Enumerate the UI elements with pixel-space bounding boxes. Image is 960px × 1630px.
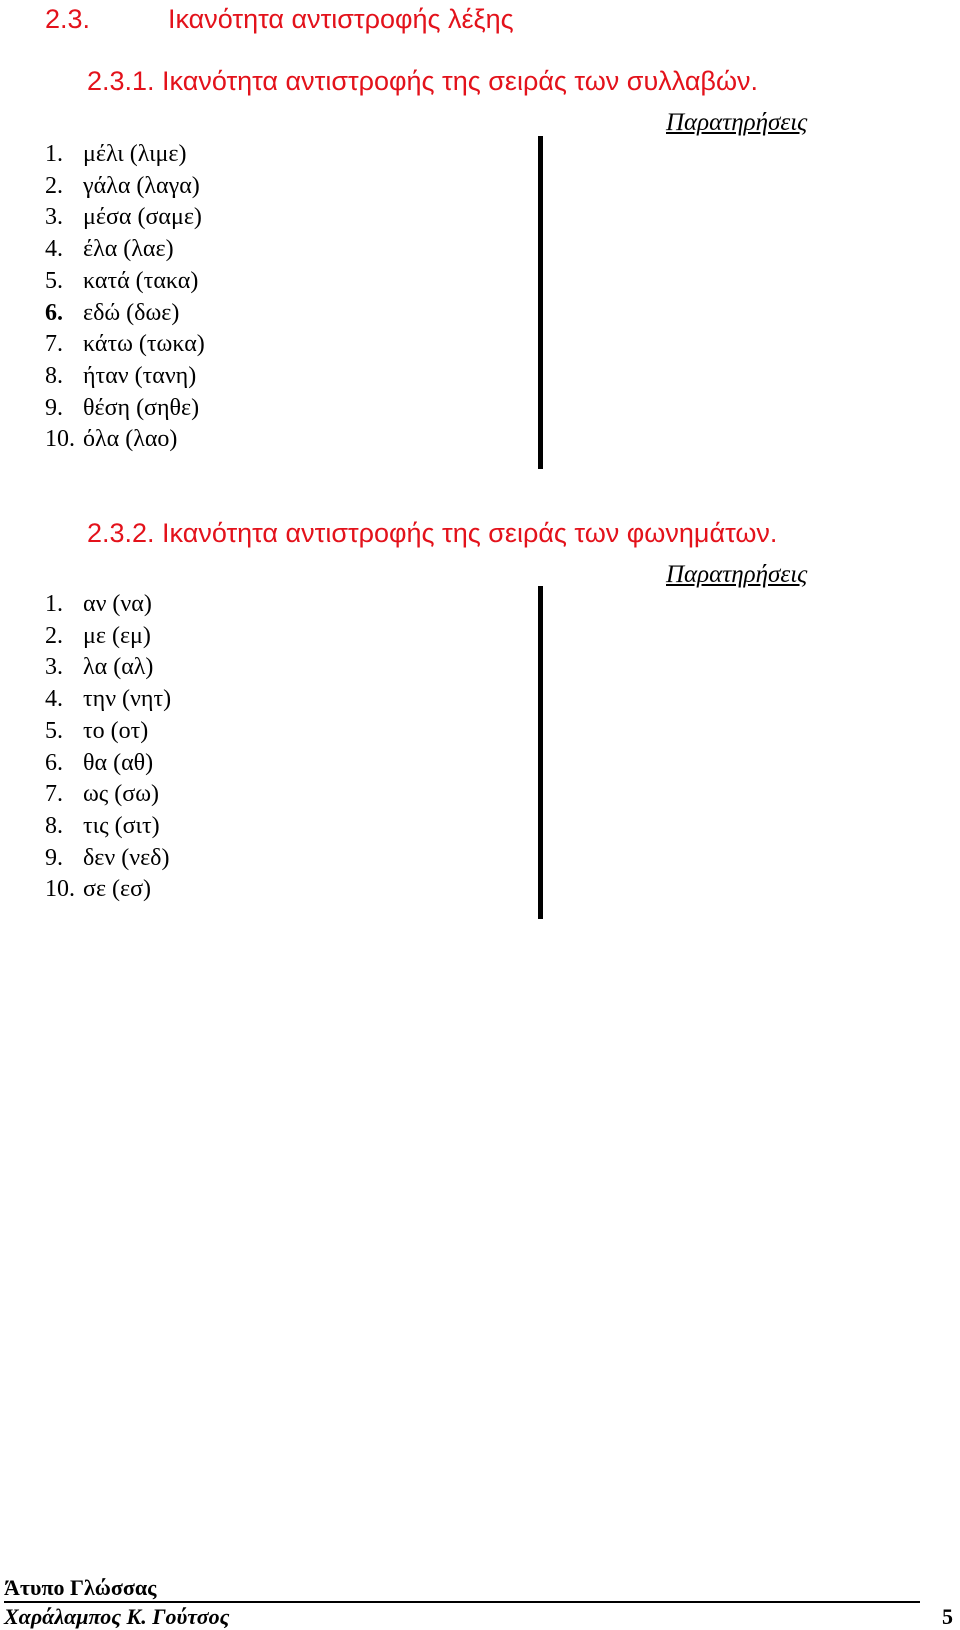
footer-book-title: Άτυπο Γλώσσας [4,1575,157,1600]
subsection-2-list [45,589,171,906]
list-item: 8. τις (σιτ) [45,812,160,839]
list-item: 10. όλα (λαο) [45,426,178,453]
subsection-1-list [45,139,205,456]
subsection-1-heading: 2.3.1. Ικανότητα αντιστροφής της σειράς των συλλαβών. [87,66,759,96]
section-title: Ικανότητα αντιστροφής λέξης [168,4,514,34]
list-item: 3. λα (αλ) [45,654,154,681]
subsection-2-divider [538,586,543,919]
list-item: 8. ήταν (τανη) [45,362,197,389]
list-item: 2. γάλα (λαγα) [45,172,200,199]
list-item: 6. εδώ (δωε) [45,299,180,326]
list-item: 5. κατά (τακα) [45,267,199,294]
list-item: 6. θα (αθ) [45,749,154,776]
footer-author: Χαράλαμπος Κ. Γούτσος [4,1604,230,1629]
list-item: 1. μέλι (λιμε) [45,141,187,167]
list-item: 1. αν (να) [45,591,152,617]
list-item: 4. έλα (λαε) [45,236,174,263]
subsection-1-observations-label: Παρατηρήσεις [666,109,808,136]
list-item: 9. θέση (σηθε) [45,394,200,421]
subsection-2-observations-label: Παρατηρήσεις [666,561,808,588]
list-item: 10. σε (εσ) [45,876,152,903]
list-item: 2. με (εμ) [45,622,151,649]
list-item: 7. ως (σω) [45,781,160,808]
subsection-1-divider [538,136,543,469]
list-item: 7. κάτω (τωκα) [45,331,205,358]
section-number: 2.3. [45,4,91,34]
list-item: 5. το (οτ) [45,717,149,744]
list-item: 4. την (νητ) [45,686,172,713]
footer-divider [4,1601,920,1603]
list-item: 3. μέσα (σαμε) [45,204,202,231]
list-item: 9. δεν (νεδ) [45,844,170,871]
page-number: 5 [942,1604,953,1629]
subsection-2-heading: 2.3.2. Ικανότητα αντιστροφής της σειράς των φωνημάτων. [87,518,778,548]
